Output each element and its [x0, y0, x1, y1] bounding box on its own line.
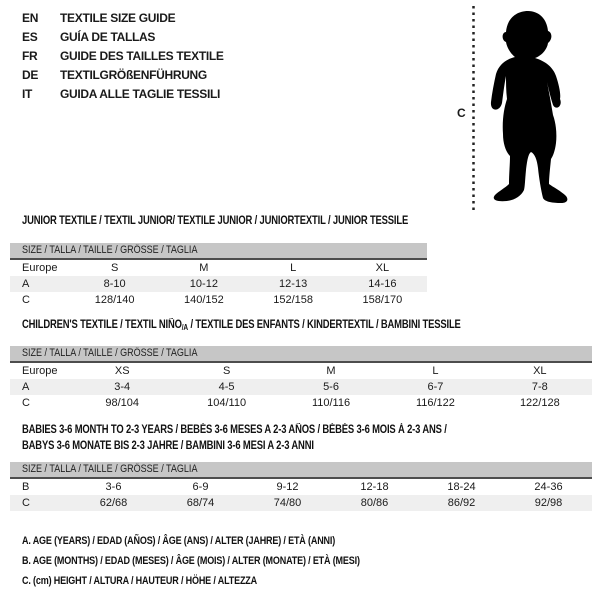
- language-title: GUIDA ALLE TAGLIE TESSILI: [60, 86, 221, 101]
- babies-title-line1: BABIES 3-6 MONTH TO 2-3 YEARS / BEBÉS 3-6 MESES A 2-3 AÑOS / BÉBÉS 3-6 MOIS À 2-3 ANS /: [22, 424, 447, 436]
- language-row-it: [22, 84, 224, 103]
- legend-notes: [22, 531, 360, 591]
- language-title: TEXTILE SIZE GUIDE: [60, 10, 176, 25]
- size-cell: 6-9: [192, 481, 209, 493]
- language-code: EN: [22, 10, 39, 25]
- babies-size-table: [10, 462, 592, 511]
- size-cell: 4-5: [218, 381, 235, 393]
- size-cell: 116/122: [415, 397, 455, 409]
- size-cell: 122/128: [519, 397, 560, 409]
- table-row-height: [10, 495, 592, 511]
- size-header-text: SIZE / TALLA / TAILLE / GRÖSSE / TAGLIA: [22, 244, 198, 256]
- size-cell: S: [110, 262, 119, 274]
- language-title: GUÍA DE TALLAS: [60, 29, 156, 44]
- table-row-height: [10, 395, 592, 411]
- language-row-es: [22, 27, 224, 46]
- row-label: C: [22, 294, 30, 306]
- size-cell: M: [326, 365, 336, 377]
- size-cell: 7-8: [531, 381, 548, 393]
- junior-size-table: [10, 243, 427, 308]
- language-list: [22, 8, 224, 103]
- children-table-title: [22, 317, 461, 336]
- note-age-months: B. AGE (MONTHS) / EDAD (MESES) / ÂGE (MOIS) / ALTER (MONATE) / ETÀ (MESI): [22, 555, 360, 567]
- language-title: GUIDE DES TAILLES TEXTILE: [60, 48, 224, 63]
- size-cell: 92/98: [534, 497, 563, 509]
- size-cell: 80/86: [360, 497, 389, 509]
- height-label: C: [457, 106, 466, 120]
- size-cell: 158/170: [362, 294, 403, 306]
- size-cell: 62/68: [99, 497, 128, 509]
- size-cell: XL: [375, 262, 390, 274]
- row-label: C: [22, 397, 30, 409]
- row-label: Europe: [22, 262, 58, 274]
- children-title-post: / TEXTILE DES ENFANTS / KINDERTEXTIL / BAMBINI TESSILE: [187, 319, 461, 331]
- row-label: B: [22, 481, 30, 493]
- language-row-en: [22, 8, 224, 27]
- language-title: TEXTILGRÖßENFÜHRUNG: [60, 67, 207, 82]
- size-cell: L: [290, 262, 297, 274]
- language-code: IT: [22, 86, 33, 101]
- table-row-europe: [10, 363, 592, 379]
- size-cell: 12-13: [279, 278, 308, 290]
- language-code: ES: [22, 29, 38, 44]
- size-cell: S: [222, 365, 231, 377]
- babies-title-line2: BABYS 3-6 MONATE BIS 2-3 JAHRE / BAMBINI 3-6 MESI A 2-3 ANNI: [22, 440, 314, 452]
- row-label: A: [22, 381, 30, 393]
- children-title-pre: CHILDREN'S TEXTILE / TEXTIL NIÑO: [22, 319, 182, 331]
- row-label: C: [22, 497, 30, 509]
- table-row-height: [10, 292, 427, 308]
- size-header-bar: [10, 346, 592, 363]
- height-measure-line: [472, 6, 476, 210]
- size-cell: 86/92: [447, 497, 476, 509]
- language-code: DE: [22, 67, 39, 82]
- size-cell: 18-24: [447, 481, 476, 493]
- row-label: Europe: [22, 365, 58, 377]
- note-height: C. (cm) HEIGHT / ALTURA / HAUTEUR / HÖHE / ALTEZZA: [22, 575, 258, 587]
- size-cell: 24-36: [534, 481, 563, 493]
- size-header-text: SIZE / TALLA / TAILLE / GRÖSSE / TAGLIA: [22, 463, 198, 475]
- size-cell: 12-18: [360, 481, 389, 493]
- size-cell: 3-4: [114, 381, 131, 393]
- size-cell: XS: [114, 365, 130, 377]
- size-cell: 10-12: [189, 278, 218, 290]
- row-label: A: [22, 278, 30, 290]
- size-cell: 128/140: [94, 294, 135, 306]
- children-size-table: [10, 346, 592, 411]
- size-cell: 98/104: [105, 397, 140, 409]
- size-cell: 74/80: [273, 497, 302, 509]
- size-header-text: SIZE / TALLA / TAILLE / GRÖSSE / TAGLIA: [22, 347, 198, 359]
- baby-silhouette-icon: [483, 6, 579, 210]
- size-cell: 8-10: [103, 278, 126, 290]
- size-cell: 152/158: [273, 294, 313, 306]
- size-cell: 6-7: [427, 381, 444, 393]
- size-cell: 3-6: [105, 481, 122, 493]
- language-row-de: [22, 65, 224, 84]
- junior-table-title: JUNIOR TEXTILE / TEXTIL JUNIOR/ TEXTILE JUNIOR / JUNIORTEXTIL / JUNIOR TESSILE: [22, 215, 409, 227]
- size-cell: 5-6: [323, 381, 339, 393]
- size-cell: 140/152: [183, 294, 224, 306]
- size-header-bar: [10, 243, 427, 260]
- size-cell: L: [432, 365, 439, 377]
- language-row-fr: [22, 46, 224, 65]
- size-cell: 9-12: [276, 481, 299, 493]
- note-age-years: A. AGE (YEARS) / EDAD (AÑOS) / ÂGE (ANS) / ALTER (JAHRE) / ETÀ (ANNI): [22, 535, 336, 547]
- children-title-sub: /A: [181, 323, 188, 332]
- size-cell: 68/74: [186, 497, 215, 509]
- babies-table-title: [22, 422, 447, 454]
- size-cell: 104/110: [207, 397, 247, 409]
- size-cell: 110/116: [311, 397, 351, 409]
- table-row-months: [10, 479, 592, 495]
- size-header-bar: [10, 462, 592, 479]
- size-cell: 14-16: [368, 278, 397, 290]
- table-row-europe: [10, 260, 427, 276]
- language-code: FR: [22, 48, 38, 63]
- size-cell: XL: [533, 365, 547, 377]
- table-row-age: [10, 276, 427, 292]
- size-cell: M: [199, 262, 209, 274]
- table-row-age: [10, 379, 592, 395]
